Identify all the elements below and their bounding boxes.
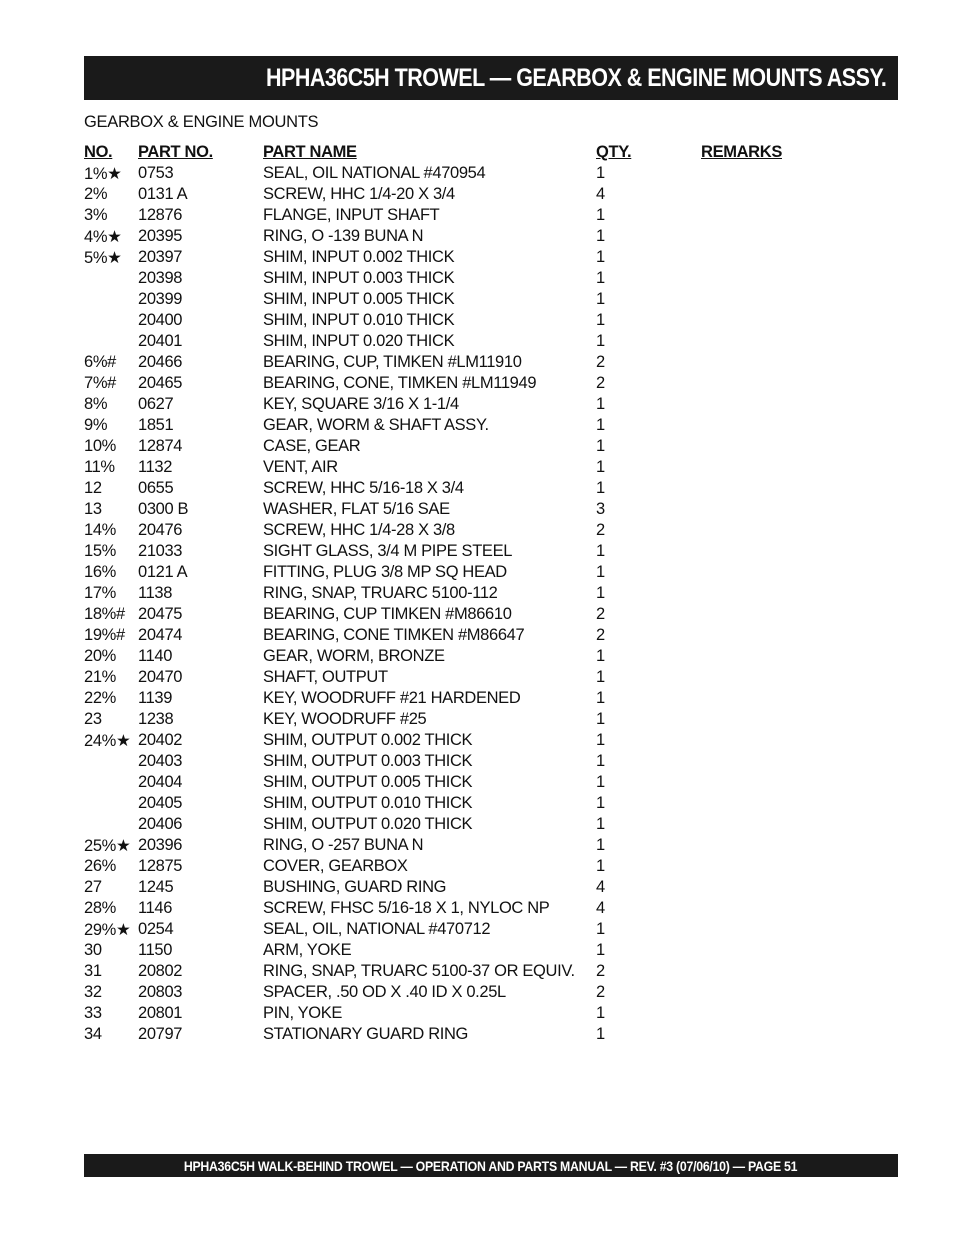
row-qty: 1: [596, 206, 605, 224]
row-qty: 2: [596, 374, 605, 392]
row-remarks: [701, 394, 821, 415]
row-no: 26%: [84, 857, 116, 875]
row-qty: 2: [596, 962, 605, 980]
row-part-name: SHAFT, OUTPUT: [263, 668, 388, 686]
table-row: [84, 814, 821, 835]
row-part-name: RING, O -139 BUNA N: [263, 227, 424, 245]
row-part-name: BUSHING, GUARD RING: [263, 878, 447, 896]
parts-table: [84, 142, 821, 1045]
row-qty: 1: [596, 290, 605, 308]
row-part-name: SHIM, INPUT 0.003 THICK: [263, 269, 455, 287]
row-part-no: 1150: [138, 941, 173, 959]
row-part-name: SHIM, INPUT 0.010 THICK: [263, 311, 455, 329]
row-part-no: 20801: [138, 1004, 183, 1022]
row-remarks: [701, 268, 821, 289]
row-part-no: 12875: [138, 857, 183, 875]
row-part-name: SHIM, INPUT 0.005 THICK: [263, 290, 455, 308]
row-part-name: KEY, WOODRUFF #21 HARDENED: [263, 689, 521, 707]
row-part-name: SPACER, .50 OD X .40 ID X 0.25L: [263, 983, 506, 1001]
row-part-no: 0655: [138, 479, 174, 497]
column-header-remarks: REMARKS: [701, 143, 782, 161]
row-qty: 1: [596, 689, 605, 707]
row-part-name: GEAR, WORM & SHAFT ASSY.: [263, 416, 489, 434]
row-qty: 1: [596, 920, 605, 938]
row-no: 30: [84, 941, 102, 959]
row-no: 9%: [84, 416, 108, 434]
row-part-name: CASE, GEAR: [263, 437, 361, 455]
row-part-no: 0121 A: [138, 563, 188, 581]
row-no: 31: [84, 962, 102, 980]
row-remarks: [701, 604, 821, 625]
row-part-name: COVER, GEARBOX: [263, 857, 408, 875]
row-remarks: [701, 898, 821, 919]
row-no: 21%: [84, 668, 116, 686]
table-row: [84, 436, 821, 457]
row-no: 1%★: [84, 164, 122, 183]
row-part-no: 1245: [138, 878, 174, 896]
row-part-name: BEARING, CONE TIMKEN #M86647: [263, 626, 525, 644]
footer-bar: [84, 1154, 898, 1177]
table-header-row: [84, 142, 821, 163]
row-remarks: [701, 667, 821, 688]
row-remarks: [701, 289, 821, 310]
footer-text: HPHA36C5H WALK-BEHIND TROWEL — OPERATION AND PARTS MANUAL — REV. #3 (07/06/10) — PAGE 51: [184, 1157, 798, 1174]
row-no: [84, 772, 138, 793]
row-part-name: WASHER, FLAT 5/16 SAE: [263, 500, 450, 518]
row-qty: 1: [596, 710, 605, 728]
row-part-no: 20803: [138, 983, 183, 1001]
row-part-name: GEAR, WORM, BRONZE: [263, 647, 445, 665]
row-qty: 1: [596, 857, 605, 875]
row-qty: 2: [596, 605, 605, 623]
row-remarks: [701, 520, 821, 541]
table-row: [84, 226, 821, 247]
row-remarks: [701, 247, 821, 268]
row-no: 22%: [84, 689, 116, 707]
column-header-part-no: PART NO.: [138, 143, 213, 161]
row-remarks: [701, 814, 821, 835]
row-no: 17%: [84, 584, 116, 602]
table-row: [84, 688, 821, 709]
table-row: [84, 562, 821, 583]
row-qty: 4: [596, 899, 605, 917]
row-remarks: [701, 457, 821, 478]
row-no: 18%#: [84, 605, 125, 623]
row-remarks: [701, 310, 821, 331]
row-part-no: 20802: [138, 962, 183, 980]
table-row: [84, 751, 821, 772]
row-no: 10%: [84, 437, 116, 455]
row-no: [84, 289, 138, 310]
row-qty: 1: [596, 332, 605, 350]
row-no: 20%: [84, 647, 116, 665]
row-part-name: BEARING, CUP, TIMKEN #LM11910: [263, 353, 522, 371]
row-part-no: 12876: [138, 206, 183, 224]
table-row: [84, 919, 821, 940]
row-qty: 1: [596, 458, 605, 476]
table-row: [84, 394, 821, 415]
row-remarks: [701, 226, 821, 247]
row-qty: 1: [596, 647, 605, 665]
row-remarks: [701, 163, 821, 184]
row-part-no: 0254: [138, 920, 174, 938]
row-part-name: SEAL, OIL NATIONAL #470954: [263, 164, 486, 182]
row-no: 15%: [84, 542, 116, 560]
table-row: [84, 667, 821, 688]
row-part-name: SHIM, OUTPUT 0.010 THICK: [263, 794, 473, 812]
row-no: 23: [84, 710, 102, 728]
row-qty: 1: [596, 479, 605, 497]
row-qty: 1: [596, 227, 605, 245]
page-title-bar: [84, 56, 898, 100]
table-row: [84, 1024, 821, 1045]
row-part-no: 20470: [138, 668, 183, 686]
row-part-name: KEY, SQUARE 3/16 X 1-1/4: [263, 395, 459, 413]
row-part-name: BEARING, CONE, TIMKEN #LM11949: [263, 374, 537, 392]
row-remarks: [701, 688, 821, 709]
row-part-name: SIGHT GLASS, 3/4 M PIPE STEEL: [263, 542, 513, 560]
row-qty: 2: [596, 353, 605, 371]
row-no: [84, 814, 138, 835]
row-part-no: 20399: [138, 290, 183, 308]
row-qty: 1: [596, 731, 605, 749]
row-part-name: SCREW, HHC 5/16-18 X 3/4: [263, 479, 464, 497]
row-part-name: SHIM, INPUT 0.020 THICK: [263, 332, 455, 350]
row-qty: 1: [596, 164, 605, 182]
row-remarks: [701, 646, 821, 667]
row-part-name: VENT, AIR: [263, 458, 338, 476]
table-row: [84, 583, 821, 604]
row-qty: 1: [596, 794, 605, 812]
row-no: 32: [84, 983, 102, 1001]
row-no: 33: [84, 1004, 102, 1022]
row-part-no: 20397: [138, 248, 183, 266]
row-no: 4%★: [84, 227, 122, 246]
row-part-no: 0753: [138, 164, 174, 182]
row-part-no: 20400: [138, 311, 183, 329]
row-no: [84, 793, 138, 814]
row-remarks: [701, 373, 821, 394]
row-qty: 1: [596, 836, 605, 854]
table-row: [84, 268, 821, 289]
row-part-name: PIN, YOKE: [263, 1004, 343, 1022]
row-qty: 1: [596, 1025, 605, 1043]
row-qty: 1: [596, 542, 605, 560]
row-part-no: 20398: [138, 269, 183, 287]
row-qty: 4: [596, 878, 605, 896]
row-no: 12: [84, 479, 102, 497]
row-part-no: 20406: [138, 815, 183, 833]
row-remarks: [701, 751, 821, 772]
row-remarks: [701, 919, 821, 940]
row-no: 7%#: [84, 374, 116, 392]
row-remarks: [701, 835, 821, 856]
table-row: [84, 184, 821, 205]
row-qty: 1: [596, 584, 605, 602]
table-row: [84, 856, 821, 877]
row-part-no: 20476: [138, 521, 183, 539]
row-qty: 1: [596, 563, 605, 581]
row-remarks: [701, 352, 821, 373]
row-no: 14%: [84, 521, 116, 539]
row-part-no: 20403: [138, 752, 183, 770]
row-remarks: [701, 772, 821, 793]
row-part-no: 21033: [138, 542, 183, 560]
row-no: 3%: [84, 206, 108, 224]
row-part-no: 20404: [138, 773, 183, 791]
row-part-no: 1238: [138, 710, 174, 728]
row-qty: 1: [596, 941, 605, 959]
table-row: [84, 205, 821, 226]
row-remarks: [701, 625, 821, 646]
page-title: HPHA36C5H TROWEL — GEARBOX & ENGINE MOUNTS ASSY.: [265, 63, 886, 92]
row-part-name: RING, SNAP, TRUARC 5100-37 OR EQUIV.: [263, 962, 575, 980]
row-part-name: FLANGE, INPUT SHAFT: [263, 206, 440, 224]
row-part-name: ARM, YOKE: [263, 941, 352, 959]
table-row: [84, 247, 821, 268]
table-row: [84, 604, 821, 625]
row-remarks: [701, 1024, 821, 1045]
row-qty: 1: [596, 269, 605, 287]
row-part-name: STATIONARY GUARD RING: [263, 1025, 469, 1043]
row-part-no: 20401: [138, 332, 183, 350]
table-row: [84, 373, 821, 394]
row-qty: 1: [596, 668, 605, 686]
row-part-name: FITTING, PLUG 3/8 MP SQ HEAD: [263, 563, 507, 581]
row-part-no: 1139: [138, 689, 173, 707]
row-no: 13: [84, 500, 102, 518]
table-row: [84, 646, 821, 667]
row-remarks: [701, 331, 821, 352]
table-row: [84, 793, 821, 814]
table-row: [84, 961, 821, 982]
row-no: 11%: [84, 458, 115, 476]
row-remarks: [701, 961, 821, 982]
table-row: [84, 415, 821, 436]
row-part-name: KEY, WOODRUFF #25: [263, 710, 427, 728]
row-no: 24%★: [84, 731, 131, 750]
row-remarks: [701, 709, 821, 730]
row-remarks: [701, 184, 821, 205]
row-part-name: SHIM, OUTPUT 0.002 THICK: [263, 731, 473, 749]
row-no: 8%: [84, 395, 108, 413]
row-part-no: 20474: [138, 626, 183, 644]
row-no: 27: [84, 878, 102, 896]
row-qty: 1: [596, 248, 605, 266]
row-remarks: [701, 1003, 821, 1024]
row-no: [84, 751, 138, 772]
row-qty: 1: [596, 1004, 605, 1022]
row-part-no: 20465: [138, 374, 183, 392]
row-part-name: BEARING, CUP TIMKEN #M86610: [263, 605, 512, 623]
row-remarks: [701, 730, 821, 751]
row-part-name: SCREW, FHSC 5/16-18 X 1, NYLOC NP: [263, 899, 550, 917]
row-remarks: [701, 499, 821, 520]
table-row: [84, 898, 821, 919]
row-qty: 2: [596, 626, 605, 644]
row-remarks: [701, 478, 821, 499]
row-remarks: [701, 856, 821, 877]
table-row: [84, 289, 821, 310]
row-part-no: 20797: [138, 1025, 183, 1043]
row-no: 6%#: [84, 353, 116, 371]
table-row: [84, 541, 821, 562]
row-qty: 4: [596, 185, 605, 203]
row-part-no: 20475: [138, 605, 183, 623]
row-qty: 1: [596, 416, 605, 434]
row-part-name: SHIM, OUTPUT 0.020 THICK: [263, 815, 473, 833]
table-row: [84, 835, 821, 856]
row-part-name: SCREW, HHC 1/4-20 X 3/4: [263, 185, 455, 203]
row-qty: 1: [596, 395, 605, 413]
table-row: [84, 520, 821, 541]
row-qty: 3: [596, 500, 605, 518]
row-qty: 1: [596, 752, 605, 770]
row-part-no: 20405: [138, 794, 183, 812]
column-header-qty: QTY.: [596, 143, 632, 161]
row-remarks: [701, 205, 821, 226]
table-row: [84, 625, 821, 646]
row-part-no: 20466: [138, 353, 183, 371]
row-no: 34: [84, 1025, 102, 1043]
table-row: [84, 709, 821, 730]
row-no: 16%: [84, 563, 116, 581]
row-part-no: 12874: [138, 437, 183, 455]
table-row: [84, 772, 821, 793]
row-part-no: 1851: [138, 416, 174, 434]
table-row: [84, 940, 821, 961]
row-no: 19%#: [84, 626, 125, 644]
row-qty: 1: [596, 773, 605, 791]
row-part-name: SHIM, OUTPUT 0.005 THICK: [263, 773, 473, 791]
table-row: [84, 877, 821, 898]
row-no: 2%: [84, 185, 108, 203]
row-remarks: [701, 415, 821, 436]
row-part-no: 1140: [138, 647, 173, 665]
column-header-no: NO.: [84, 143, 113, 161]
row-remarks: [701, 982, 821, 1003]
table-row: [84, 1003, 821, 1024]
row-part-no: 0131 A: [138, 185, 188, 203]
table-row: [84, 499, 821, 520]
row-part-no: 0300 B: [138, 500, 189, 518]
row-part-no: 20396: [138, 836, 183, 854]
table-row: [84, 331, 821, 352]
row-qty: 1: [596, 815, 605, 833]
row-remarks: [701, 541, 821, 562]
parts-table-body: [84, 163, 821, 1045]
row-no: 25%★: [84, 836, 131, 855]
row-part-name: RING, O -257 BUNA N: [263, 836, 424, 854]
table-row: [84, 457, 821, 478]
row-qty: 1: [596, 311, 605, 329]
row-no: [84, 268, 138, 289]
table-row: [84, 163, 821, 184]
row-qty: 2: [596, 521, 605, 539]
column-header-part-name: PART NAME: [263, 143, 357, 161]
row-part-no: 1146: [138, 899, 173, 917]
table-row: [84, 730, 821, 751]
row-remarks: [701, 436, 821, 457]
row-no: [84, 310, 138, 331]
row-remarks: [701, 583, 821, 604]
table-row: [84, 982, 821, 1003]
row-no: 29%★: [84, 920, 131, 939]
row-part-name: SEAL, OIL, NATIONAL #470712: [263, 920, 491, 938]
row-remarks: [701, 877, 821, 898]
row-part-name: RING, SNAP, TRUARC 5100-112: [263, 584, 498, 602]
row-part-name: SCREW, HHC 1/4-28 X 3/8: [263, 521, 455, 539]
row-part-name: SHIM, INPUT 0.002 THICK: [263, 248, 455, 266]
row-part-no: 20395: [138, 227, 183, 245]
table-row: [84, 478, 821, 499]
row-part-no: 20402: [138, 731, 183, 749]
row-no: 5%★: [84, 248, 122, 267]
row-no: 28%: [84, 899, 116, 917]
row-part-no: 1132: [138, 458, 173, 476]
row-remarks: [701, 940, 821, 961]
row-part-name: SHIM, OUTPUT 0.003 THICK: [263, 752, 473, 770]
table-row: [84, 310, 821, 331]
row-remarks: [701, 793, 821, 814]
row-part-no: 0627: [138, 395, 174, 413]
row-no: [84, 331, 138, 352]
row-remarks: [701, 562, 821, 583]
row-part-no: 1138: [138, 584, 173, 602]
table-row: [84, 352, 821, 373]
row-qty: 2: [596, 983, 605, 1001]
section-label: GEARBOX & ENGINE MOUNTS: [84, 113, 319, 131]
row-qty: 1: [596, 437, 605, 455]
